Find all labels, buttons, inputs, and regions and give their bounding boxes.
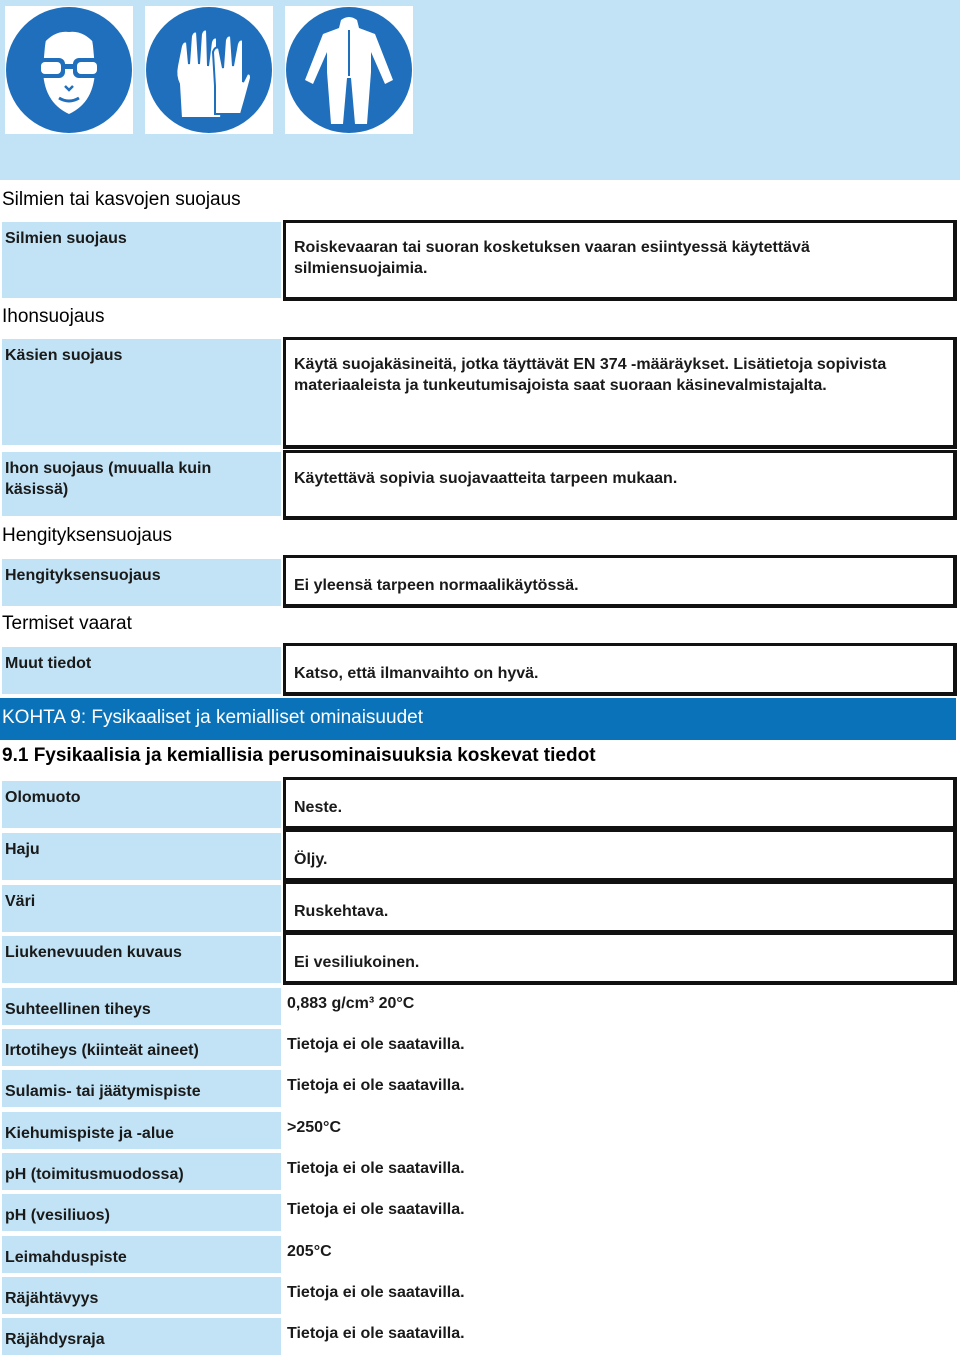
eye-protection-label: Silmien suojaus [2,222,281,298]
property-value: Tietoja ei ole saatavilla. [287,1036,465,1053]
property-label: pH (vesiliuos) [2,1194,281,1231]
property-label: Suhteellinen tiheys [2,988,281,1025]
property-label: Sulamis- tai jäätymispiste [2,1070,281,1107]
property-label: Irtotiheys (kiinteät aineet) [2,1029,281,1066]
section-9-title: KOHTA 9: Fysikaaliset ja kemialliset ominaisuudet [0,698,956,740]
body-protection-value: Käytettävä sopivia suojavaatteita tarpeen mukaan. [283,450,957,520]
respiratory-label: Hengityksensuojaus [2,559,281,606]
property-value: Tietoja ei ole saatavilla. [287,1077,465,1094]
protective-suit-icon [285,6,413,134]
pictogram-banner [0,0,960,180]
property-label: Väri [2,885,281,932]
eye-protection-value: Roiskevaaran tai suoran kosketuksen vaaran esiintyessä käytettävä silmiensuojaimia. [283,220,957,301]
gloves-icon [145,6,273,134]
other-info-value: Katso, että ilmanvaihto on hyvä. [283,643,957,696]
property-value: Tietoja ei ole saatavilla. [287,1160,465,1177]
property-value: Tietoja ei ole saatavilla. [287,1201,465,1218]
property-label: Olomuoto [2,781,281,828]
property-value: >250°C [287,1119,341,1136]
eye-protection-heading: Silmien tai kasvojen suojaus [2,189,241,210]
property-label: Haju [2,833,281,880]
property-label: Leimahduspiste [2,1236,281,1273]
property-label: Liukenevuuden kuvaus [2,936,281,983]
property-value: 0,883 g/cm³ 20°C [287,995,415,1012]
body-protection-label: Ihon suojaus (muualla kuin käsissä) [2,452,281,516]
respiratory-value: Ei yleensä tarpeen normaalikäytössä. [283,555,957,608]
respiratory-heading: Hengityksensuojaus [2,525,173,546]
other-info-label: Muut tiedot [2,647,281,694]
property-value: Öljy. [283,829,957,882]
property-label: Kiehumispiste ja -alue [2,1112,281,1149]
face-goggles-icon [5,6,133,134]
hand-protection-value: Käytä suojakäsineitä, jotka täyttävät EN 374 -määräykset. Lisätietoja sopivista materiaaleista ja tunkeutumisajoista saat suoraan käsinevalmistajalta. [283,337,957,449]
property-value: Tietoja ei ole saatavilla. [287,1284,465,1301]
skin-protection-heading: Ihonsuojaus [2,306,105,327]
property-value: Ruskehtava. [283,881,957,934]
section-9-1-subtitle: 9.1 Fysikaalisia ja kemiallisia perusominaisuuksia koskevat tiedot [2,745,596,766]
hand-protection-label: Käsien suojaus [2,339,281,445]
property-value: Neste. [283,777,957,830]
property-label: Räjähtävyys [2,1277,281,1314]
property-value: 205°C [287,1243,332,1260]
property-label: pH (toimitusmuodossa) [2,1153,281,1190]
property-value: Tietoja ei ole saatavilla. [287,1325,465,1342]
property-value: Ei vesiliukoinen. [283,932,957,985]
property-label: Räjähdysraja [2,1318,281,1355]
thermal-hazards-heading: Termiset vaarat [2,613,132,634]
